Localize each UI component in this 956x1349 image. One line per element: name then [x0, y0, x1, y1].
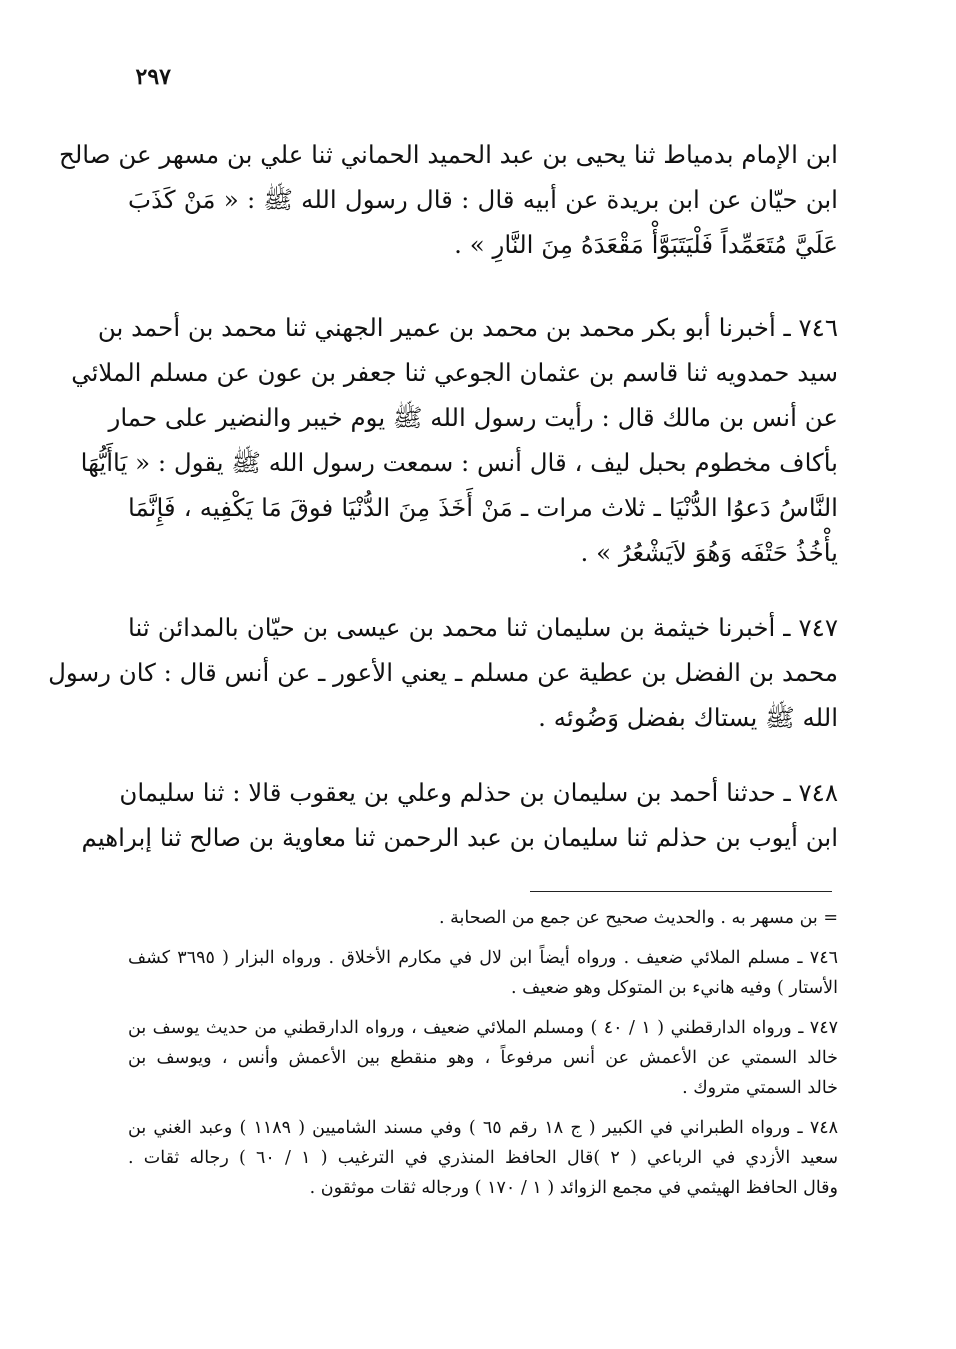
text-line: ٧٤٦ ـ أخبرنا أبو بكر محمد بن محمد بن عمير الجهني ثنا محمد بن أحمد بن: [97, 313, 838, 342]
text-line: بأكاف مخطوم بحبل ليف ، قال أنس : سمعت رسول الله ﷺ يقول : « يَاأَيُّهَا: [80, 448, 838, 477]
footnote-line: ٧٤٦ ـ مسلم الملائي ضعيف . ورواه أيضاً ابن لال في مكارم الأخلاق . ورواه البزار ( ٣٦٩٥ كشف: [128, 948, 838, 968]
footnote-continuation: [128, 903, 838, 933]
text-line: محمد بن الفضل بن عطية عن مسلم ـ يعني الأعور ـ عن أنس قال : كان رسول: [48, 658, 838, 687]
text-line: سيد حمدويه ثنا قاسم بن عثمان الجوعي ثنا جعفر بن عون عن مسلم الملائي: [71, 358, 838, 387]
footnote-line: ٧٤٨ ـ ورواه الطبراني في الكبير ( ج ١٨ رقم ٦٥ ) وفي مسند الشاميين ( ١١٨٩ ) وعبد الغني بن: [128, 1118, 839, 1138]
footnote-separator: [530, 891, 832, 892]
footnote-line: وقال الحافظ الهيثمي في مجمع الزوائد ( ١ / ١٧٠ ) ورجاله ثقات موثقون .: [309, 1178, 838, 1198]
footnote-line: سعيد الأزدي في الرباعي ( ٢ )قال الحافظ المنذري في الترغيب ( ١ / ٦٠ ) رجاله ثقات .: [128, 1148, 838, 1168]
text-line: ٧٤٨ ـ حدثنا أحمد بن سليمان بن حذلم وعلي بن يعقوب قالا : ثنا سليمان: [119, 778, 838, 807]
paragraph-continuation: [59, 132, 838, 267]
text-line: ابن حيّان عن ابن بريدة عن أبيه قال : قال رسول الله ﷺ : « مَنْ كَذَبَ: [128, 185, 838, 214]
text-line: الله ﷺ يستاك بفضل وَضُوئه .: [538, 703, 838, 732]
text-line: النَّاسُ دَعوُا الدُّنْيَا ـ ثلاث مرات ـ مَنْ أَخَذَ مِنَ الدُّنْيَا فوقَ مَا يَكْفِيه ، فَإِنَّمَا: [128, 493, 838, 522]
footnote-line: خالد السمتي متروك .: [682, 1078, 838, 1098]
paragraph-748: [81, 770, 838, 860]
paragraph-746: [71, 305, 838, 575]
footnote-747: [128, 1013, 838, 1103]
paragraph-747: [48, 605, 838, 740]
footnote-line: ٧٤٧ ـ ورواه الدارقطني ( ١ / ٤٠ ) ومسلم الملائي ضعيف ، ورواه الدارقطني من حديث يوسف بن: [128, 1018, 838, 1038]
footnote-748: [128, 1113, 838, 1203]
footnote-line: = بن مسهر به . والحديث صحيح عن جمع من الصحابة .: [438, 908, 838, 928]
footnote-746: [128, 943, 838, 1003]
text-line: ابن الإمام بدمياط ثنا يحيى بن عبد الحميد الحماني ثنا علي بن مسهر عن صالح: [59, 140, 838, 169]
text-line: ابن أيوب بن حذلم ثنا سليمان بن عبد الرحمن ثنا معاوية بن صالح ثنا إبراهيم: [81, 823, 838, 852]
text-line: يأْخُذُ حَتْفَه وَهُوَ لاَيَشْعُرُ » .: [580, 538, 838, 567]
text-line: ٧٤٧ ـ أخبرنا خيثمة بن سليمان ثنا محمد بن عيسى بن حيّان بالمدائن ثنا: [128, 613, 838, 642]
page-number: ٢٩٧: [135, 64, 171, 90]
footnote-line: خالد السمتي عن الأعمش عن أنس مرفوعاً ، وهو منقطع بين الأعمش وأنس ، ويوسف بن: [128, 1048, 838, 1068]
text-line: عن أنس بن مالك قال : رأيت رسول الله ﷺ يوم خيبر والنضير على حمار: [108, 403, 838, 432]
main-text: [48, 132, 838, 890]
footnotes: [128, 903, 838, 1213]
footnote-line: الأستار ) وفيه هانيء بن المتوكل وهو ضعيف .: [510, 978, 838, 998]
text-line: عَلَيَّ مُتَعَمِّداً فَلْيَتَبَوَّأْ مَقْعَدَهُ مِنَ النَّارِ » .: [454, 230, 838, 259]
